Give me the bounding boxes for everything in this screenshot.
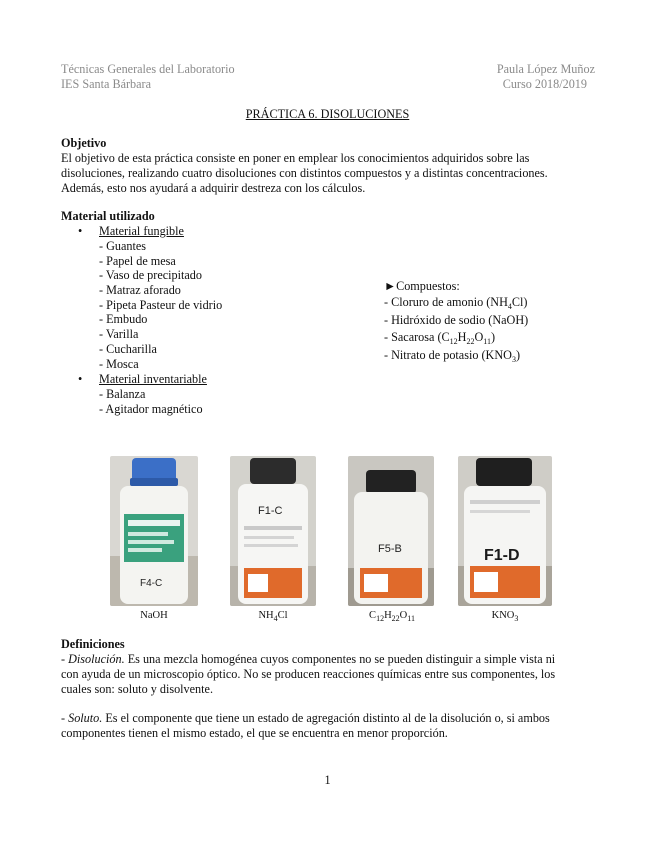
definicion-soluto-line-1: - Soluto. Es el componente que tiene un estado de agregación distinto al de la disolución o, si ambos [61,711,550,725]
header-year: Curso 2018/2019 [502,77,587,91]
inventariable-list [99,387,203,416]
bottle-label-text: F4-C [140,578,163,589]
bottle-label-text: F1-D [484,547,520,564]
caption-sucrose: $C_{12}H_{22}O_{11}$ [369,610,415,623]
inventariable-title: Material inventariable [99,372,207,386]
compuesto-sacarosa: - Sacarosa $(C_{12}H_{22}O_{11})$ [384,330,496,346]
header-school: IES Santa Bárbara [61,77,152,91]
definicion-disolucion-line-3: cuales son: soluto y disolvente. [61,682,213,696]
page-title: PRÁCTICA 6. DISOLUCIONES [245,107,410,121]
photo-kno3-bottle [458,456,552,606]
page-number: 1 [324,773,331,787]
compuesto-cloruro-amonio: - Cloruro de amonio $(NH_4Cl)$ [384,295,528,311]
caption-kno3: $KNO_3$ [491,610,519,623]
fungible-title: Material fungible [99,224,184,238]
list-item: - Embudo [99,312,148,327]
objetivo-heading: Objetivo [61,136,107,150]
list-item: - Papel de mesa [99,253,176,268]
list-item: - Matraz aforado [99,283,181,298]
list-item: - Agitador magnético [99,401,203,416]
header-course: Técnicas Generales del Laboratorio [61,62,235,76]
header-author: Paula López Muñoz [496,62,595,76]
objetivo-line-3: Además, esto nos ayudará a adquirir destreza con los cálculos. [61,181,366,195]
objetivo-line-2: disoluciones, realizando cuatro disoluciones con distintos compuestos y a distintas concentraciones. [61,166,548,180]
fungible-list [99,239,222,371]
bullet-inventariable: • [78,372,83,386]
list-item: - Cucharilla [99,341,157,356]
photo-nh4cl-bottle [230,456,316,606]
list-item: - Guantes [99,239,147,253]
list-item: - Pipeta Pasteur de vidrio [99,297,223,312]
photo-sucrose-bottle [348,456,434,606]
caption-naoh: NaOH [140,610,168,621]
definicion-disolucion-line-2: con ayuda de un microscopio óptico. No se producen reacciones químicas entre sus componentes, los [61,667,556,681]
definicion-disolucion-line-1: - Disolución. Es una mezcla homogénea cuyos componentes no se pueden distinguir a simple vista ni [61,652,556,666]
compuestos-heading: ►Compuestos: [384,279,460,293]
objetivo-line-1: El objetivo de esta práctica consiste en poner en emplear los conocimientos adquiridos sobre las [61,151,530,165]
definiciones-heading: Definiciones [61,637,125,651]
definicion-soluto-line-2: componentes tienen el mismo estado, el que se encuentra en menor proporción. [61,726,448,740]
list-item: - Mosca [99,356,139,371]
compuesto-hidroxido-sodio: - Hidróxido de sodio (NaOH) [384,313,529,327]
bottle-label-text: F1-C [258,505,283,517]
bottle-label-text: F5-B [378,543,402,555]
compuesto-nitrato-potasio: - Nitrato de potasio $(KNO_3)$ [384,348,521,364]
list-item: - Balanza [99,387,146,401]
photo-naoh-bottle [110,456,198,606]
material-heading: Material utilizado [61,209,155,223]
bullet-fungible: • [78,224,83,238]
list-item: - Varilla [99,327,139,342]
list-item: - Vaso de precipitado [99,268,202,283]
caption-nh4cl: $NH_4Cl$ [258,610,288,623]
